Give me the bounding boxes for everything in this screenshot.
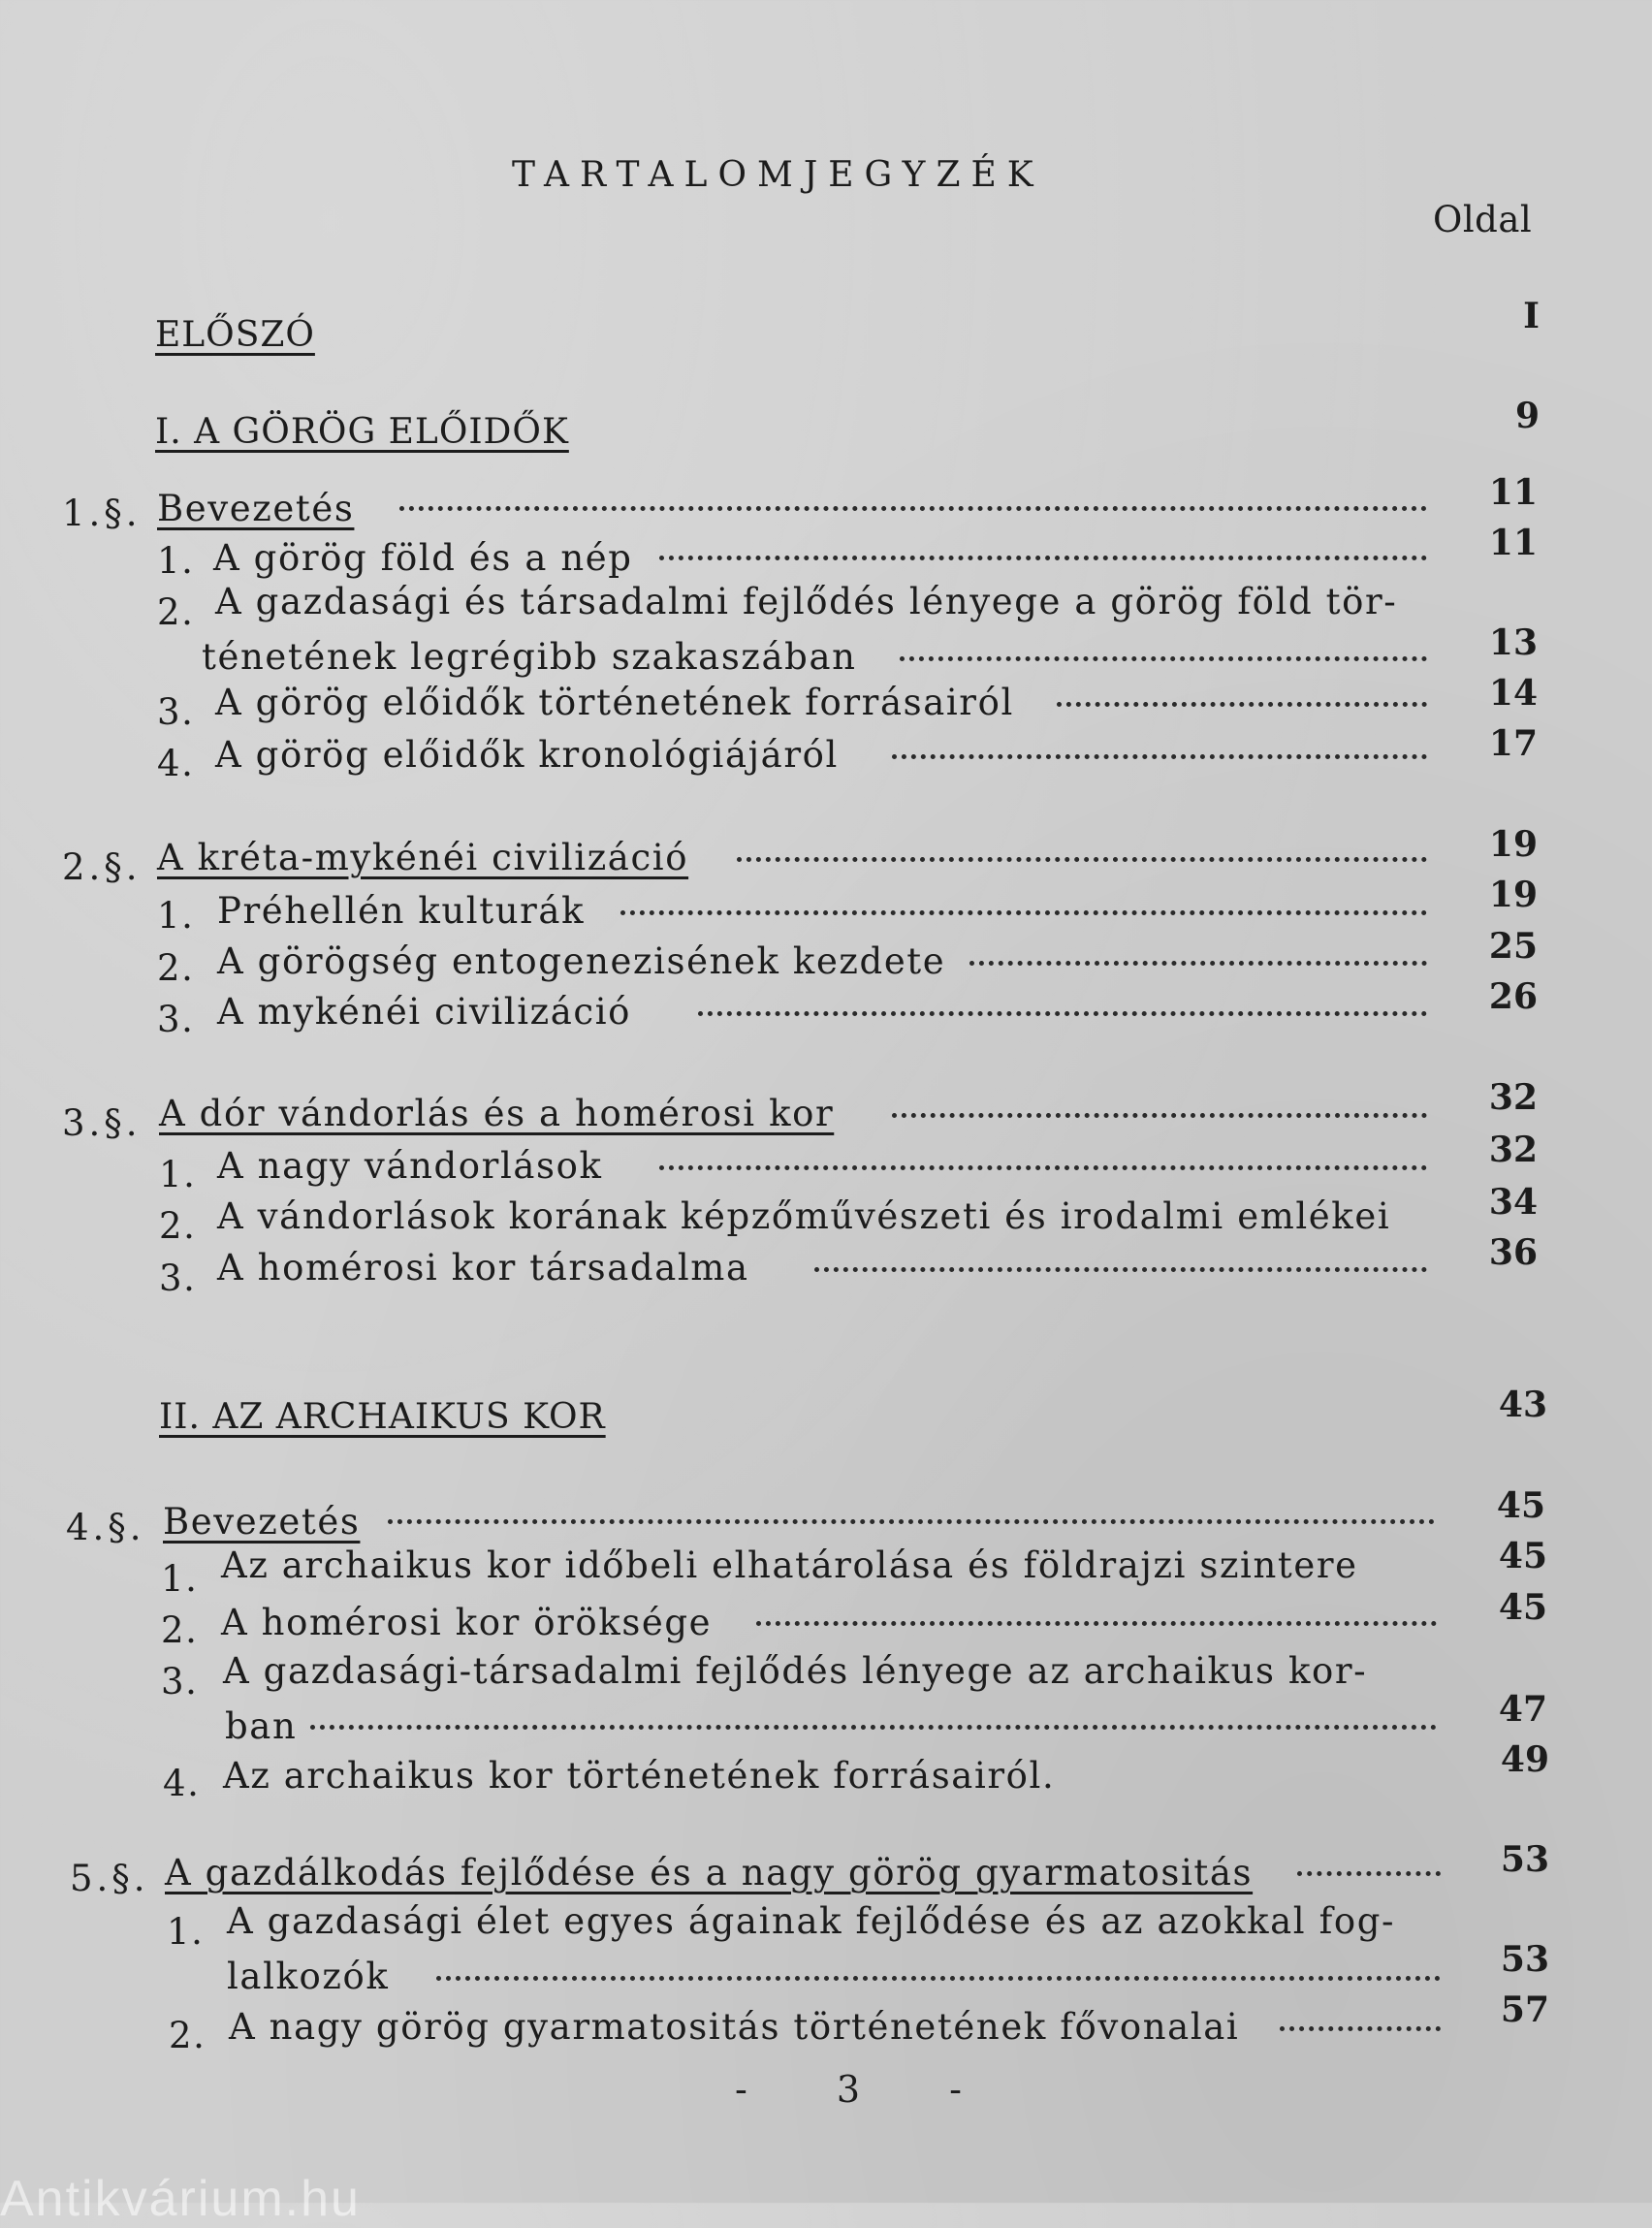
toc-item-text: A gazdasági-társadalmi fejlődés lényege az archaikus kor- [223, 1650, 1368, 1692]
toc-item-text: A görög előidők kronológiájáról [215, 734, 839, 776]
toc-item-page: 57 [1500, 1989, 1549, 2030]
leader-dots [436, 1976, 1441, 1981]
leader-dots [1297, 1871, 1441, 1876]
toc-item-num: 2. [169, 2015, 206, 2056]
toc-item-page: 26 [1488, 976, 1538, 1017]
section-title-1: Bevezetés [157, 488, 355, 529]
toc-item-text: A gazdasági és társadalmi fejlődés lényege a görög föld tör- [215, 581, 1398, 622]
toc-item-num: 1. [161, 1558, 199, 1600]
toc-item-num: 4. [157, 743, 195, 784]
toc-item-page: 17 [1488, 723, 1538, 764]
leader-dots [620, 910, 1427, 915]
toc-item-text: Az archaikus kor történetének forrásairól. [223, 1755, 1056, 1797]
page-column-label: Oldal [1433, 199, 1533, 240]
leader-dots [1280, 2026, 1441, 2031]
section-page-5: 53 [1500, 1839, 1549, 1880]
toc-item-text: A gazdasági élet egyes ágainak fejlődése és az azokkal fog- [227, 1900, 1396, 1942]
toc-item-text: A nagy görög gyarmatositás történetének fővonalai [229, 2006, 1240, 2048]
toc-item-page: 19 [1488, 875, 1538, 915]
leader-dots [698, 1011, 1427, 1016]
section-title-5: A gazdálkodás fejlődése és a nagy görög gyarmatositás [165, 1852, 1254, 1894]
toc-item-text: Az archaikus kor időbeli elhatárolása és földrajzi szintere [221, 1544, 1358, 1586]
toc-item-text: A mykénéi civilizáció [217, 991, 632, 1033]
toc-item-page: 13 [1488, 622, 1538, 663]
toc-item-page: 32 [1488, 1130, 1538, 1170]
toc-item-num: 3. [159, 1257, 197, 1299]
toc-item-num: 3. [157, 691, 195, 733]
toc-page-part-1: 9 [1514, 396, 1540, 436]
toc-item-num: 1. [167, 1911, 205, 1953]
toc-item-text-continued: ban [225, 1705, 298, 1747]
toc-item-num: 3. [157, 999, 195, 1040]
toc-item-text: A vándorlások korának képzőművészeti és irodalmi emlékei [217, 1195, 1391, 1237]
section-page-1: 11 [1488, 472, 1538, 513]
section-page-4: 45 [1496, 1485, 1545, 1526]
section-title-3: A dór vándorlás és a homérosi kor [159, 1093, 835, 1134]
leader-dots [756, 1621, 1437, 1626]
toc-item-num: 1. [157, 540, 195, 582]
section-marker-3: 3.§. [62, 1102, 142, 1144]
leader-dots [892, 1113, 1427, 1118]
toc-item-num: 1. [159, 1154, 197, 1195]
toc-entry-eloszo: ELŐSZÓ [155, 315, 315, 355]
toc-item-text-continued: lalkozók [227, 1956, 390, 1997]
leader-dots [737, 857, 1427, 862]
toc-item-page: 47 [1498, 1689, 1547, 1730]
leader-dots [399, 506, 1427, 511]
leader-dots [892, 754, 1427, 759]
section-page-2: 19 [1488, 824, 1538, 865]
toc-item-page: 45 [1498, 1536, 1547, 1576]
leader-dots [388, 1519, 1435, 1524]
section-page-3: 32 [1488, 1077, 1538, 1118]
leader-dots [1057, 702, 1427, 707]
section-marker-4: 4.§. [66, 1507, 145, 1548]
toc-item-text: A görögség entogenezisének kezdete [217, 940, 946, 982]
toc-item-page: 14 [1488, 673, 1538, 714]
leader-dots [659, 556, 1427, 560]
page-title: TARTALOMJEGYZÉK [512, 155, 1044, 195]
watermark: Antikvárium.hu [0, 2171, 361, 2227]
toc-item-text: A görög föld és a nép [213, 537, 633, 579]
section-title-2: A kréta-mykénéi civilizáció [157, 837, 689, 878]
toc-item-text: A homérosi kor öröksége [221, 1602, 713, 1643]
toc-item-text: A homérosi kor társadalma [217, 1247, 749, 1289]
toc-item-num: 1. [157, 895, 195, 937]
toc-item-text: A nagy vándorlások [217, 1145, 603, 1187]
toc-item-page: 34 [1488, 1182, 1538, 1223]
section-marker-2: 2.§. [62, 846, 142, 888]
section-marker-5: 5.§. [70, 1858, 149, 1899]
page-number: - 3 - [735, 2068, 1001, 2111]
toc-item-num: 2. [157, 947, 195, 989]
leader-dots [659, 1165, 1427, 1170]
toc-item-page: 45 [1498, 1587, 1547, 1628]
toc-page-part-2: 43 [1498, 1385, 1547, 1425]
toc-item-num: 2. [159, 1205, 197, 1247]
leader-dots [814, 1267, 1427, 1272]
leader-dots [310, 1725, 1437, 1730]
toc-item-page: 25 [1488, 926, 1538, 967]
toc-item-text: Préhellén kulturák [217, 890, 586, 932]
toc-item-page: 36 [1488, 1232, 1538, 1273]
toc-item-num: 2. [161, 1609, 199, 1651]
leader-dots [969, 961, 1427, 966]
section-title-4: Bevezetés [163, 1501, 361, 1543]
toc-item-page: 53 [1500, 1939, 1549, 1980]
toc-page-eloszo: I [1523, 296, 1540, 336]
section-marker-1: 1.§. [62, 493, 142, 534]
toc-item-text-continued: ténetének legrégibb szakaszában [202, 636, 857, 678]
toc-part-2: II. AZ ARCHAIKUS KOR [159, 1397, 606, 1437]
leader-dots [900, 656, 1427, 661]
toc-item-text: A görög előidők történetének forrásairól [215, 682, 1014, 723]
toc-item-num: 4. [163, 1763, 201, 1804]
toc-part-1: I. A GÖRÖG ELŐIDŐK [155, 412, 569, 452]
toc-item-num: 3. [161, 1661, 199, 1703]
toc-item-page: 49 [1500, 1739, 1549, 1780]
toc-item-num: 2. [157, 591, 195, 633]
toc-item-page: 11 [1488, 523, 1538, 563]
